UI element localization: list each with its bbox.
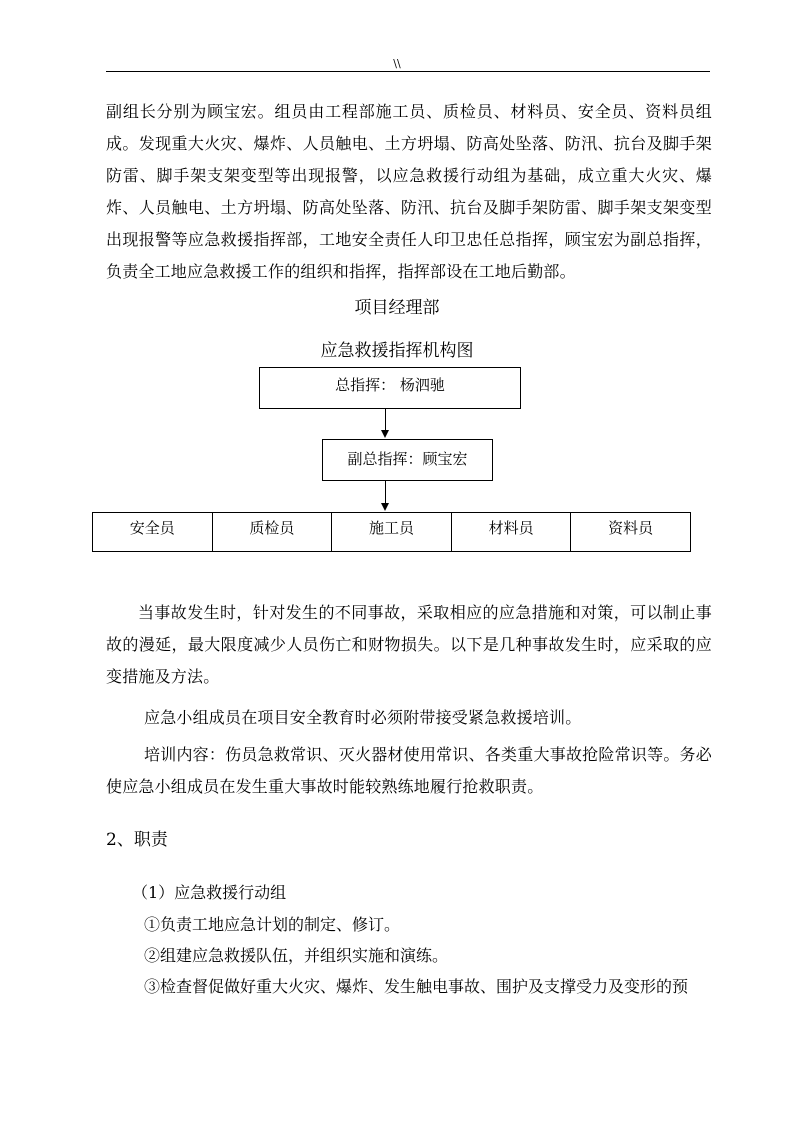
member-cell-quality: 质检员: [213, 513, 333, 551]
deputy-commander-box: 副总指挥：顾宝宏: [322, 439, 493, 481]
org-chart-title-line2: 应急救援指挥机构图: [320, 341, 474, 361]
intro-paragraph: 副组长分别为顾宝宏。组员由工程部施工员、质检员、材料员、安全员、资料员组成。发现重大火灾、爆炸、人员触电、土方坍塌、防高处坠落、防汛、抗台及脚手架防雷、脚手架支架变型等出现报警，以应急救援行动组为基础，成立重大火灾、爆炸、人员触电、土方坍塌、防高处坠落、防汛、抗台及脚手架防雷、脚手架支架变型出现报警等应急救援指挥部，工地安全责任人印卫忠任总指挥，顾宝宏为副总指挥，负责全工地应急救援工作的组织和指挥，指挥部设在工地后勤部。: [106, 102, 712, 281]
header-mark: \\: [393, 57, 401, 70]
member-cell-construction: 施工员: [332, 513, 452, 551]
duty-item: ①负责工地应急计划的制定、修订。: [144, 915, 401, 934]
header-rule: [106, 71, 710, 72]
connector-line-1: [385, 409, 386, 431]
duty-item: ③检查督促做好重大火灾、爆炸、发生触电事故、围护及支撑受力及变形的预: [144, 977, 689, 996]
training-content-paragraph: 培训内容：伤员急救常识、灭火器材使用常识、各类重大事故抢险常识等。务必使应急小组成员在发生重大事故时能较熟练地履行抢救职责。: [106, 745, 712, 796]
duty-item: ②组建应急救援队伍，并组织实施和演练。: [144, 946, 449, 965]
member-cell-materials: 材料员: [452, 513, 572, 551]
section-subheading: （1）应急救援行动组: [132, 883, 287, 902]
member-row: [92, 512, 691, 552]
org-chart-title-line1: 项目经理部: [354, 298, 440, 318]
arrow-down-icon: [381, 503, 389, 511]
connector-line-2: [385, 481, 386, 504]
chief-commander-box: 总指挥： 杨泗驰: [259, 367, 521, 409]
arrow-down-icon: [381, 430, 389, 438]
section-heading: 2、职责: [106, 830, 168, 850]
measures-paragraph: 当事故发生时，针对发生的不同事故，采取相应的应急措施和对策，可以制止事故的漫延，最大限度减少人员伤亡和财物损失。以下是几种事故发生时，应采取的应变措施及方法。: [106, 603, 712, 686]
training-requirement-paragraph: 应急小组成员在项目安全教育时必须附带接受紧急救援培训。: [144, 708, 582, 727]
member-cell-documents: 资料员: [608, 519, 654, 537]
member-cell-safety: 安全员: [93, 513, 213, 551]
